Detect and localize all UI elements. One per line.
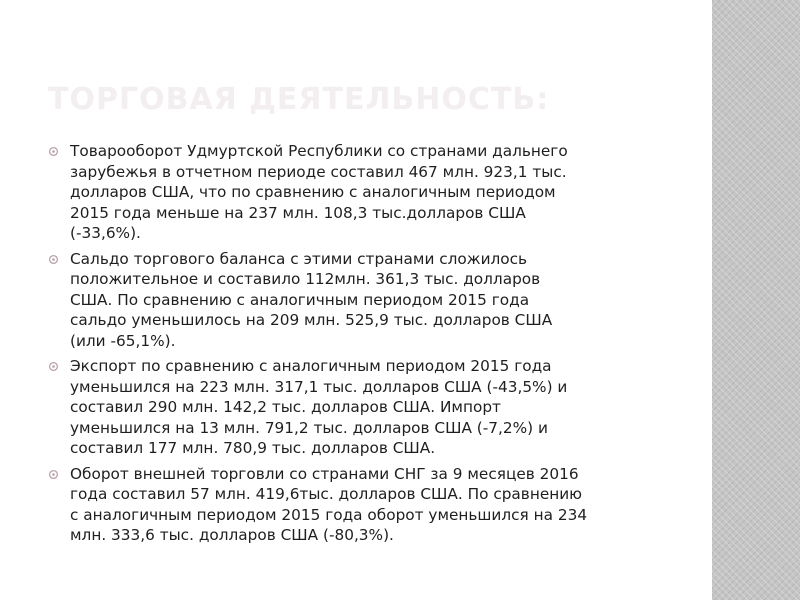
slide-title: ТОРГОВАЯ ДЕЯТЕЛЬНОСТЬ:	[48, 82, 550, 117]
bullet-line: США. По сравнению с аналогичным периодом 2015 года	[70, 290, 530, 309]
bullet-text	[70, 249, 684, 352]
bullet-line: (-33,6%).	[70, 224, 141, 242]
bullet-line: Экспорт по сравнению с аналогичным периодом 2015 года	[70, 357, 552, 375]
bullet-line: уменьшился на 223 млн. 317,1 тыс. долларов США (-43,5%) и	[70, 377, 568, 396]
bullet-line: с аналогичным периодом 2015 года оборот уменьшился на 234	[70, 505, 588, 524]
ring-bullet-icon	[48, 361, 59, 372]
bullet-item-3	[44, 356, 684, 459]
bullet-text	[70, 356, 684, 459]
bullet-line: составил 290 млн. 142,2 тыс. долларов США. Импорт	[70, 398, 501, 416]
decorative-side-strip	[712, 0, 800, 600]
bullet-item-1	[44, 141, 684, 244]
bullet-line: (или -65,1%).	[70, 331, 176, 350]
bullet-text	[70, 464, 684, 546]
bullet-line: 2015 года меньше на 237 млн. 108,3 тыс.долларов США	[70, 203, 526, 222]
bullet-line: сальдо уменьшилось на 209 млн. 525,9 тыс. долларов США	[70, 311, 553, 329]
bullet-line: положительное и составило 112млн. 361,3 тыс. долларов	[70, 270, 541, 288]
ring-bullet-icon	[48, 469, 59, 480]
bullet-line: составил 177 млн. 780,9 тыс. долларов США.	[70, 439, 436, 457]
bullet-item-2	[44, 249, 684, 352]
bullet-item-4	[44, 464, 684, 546]
bullet-line: Товарооборот Удмуртской Республики со странами дальнего	[70, 142, 568, 160]
slide-content	[44, 141, 684, 551]
bullet-line: Оборот внешней торговли со странами СНГ за 9 месяцев 2016	[70, 464, 579, 483]
ring-bullet-icon	[48, 146, 59, 157]
bullet-line: года составил 57 млн. 419,6тыс. долларов США. По сравнению	[70, 485, 583, 503]
bullet-text	[70, 141, 684, 244]
bullet-line: долларов США, что по сравнению с аналогичным периодом	[70, 183, 556, 201]
ring-bullet-icon	[48, 254, 59, 265]
bullet-line: зарубежья в отчетном периоде составил 467 млн. 923,1 тыс.	[70, 162, 567, 181]
bullet-line: уменьшился на 13 млн. 791,2 тыс. долларов США (-7,2%) и	[70, 418, 548, 437]
bullet-line: млн. 333,6 тыс. долларов США (-80,3%).	[70, 526, 394, 544]
bullet-line: Сальдо торгового баланса с этими странами сложилось	[70, 249, 528, 268]
